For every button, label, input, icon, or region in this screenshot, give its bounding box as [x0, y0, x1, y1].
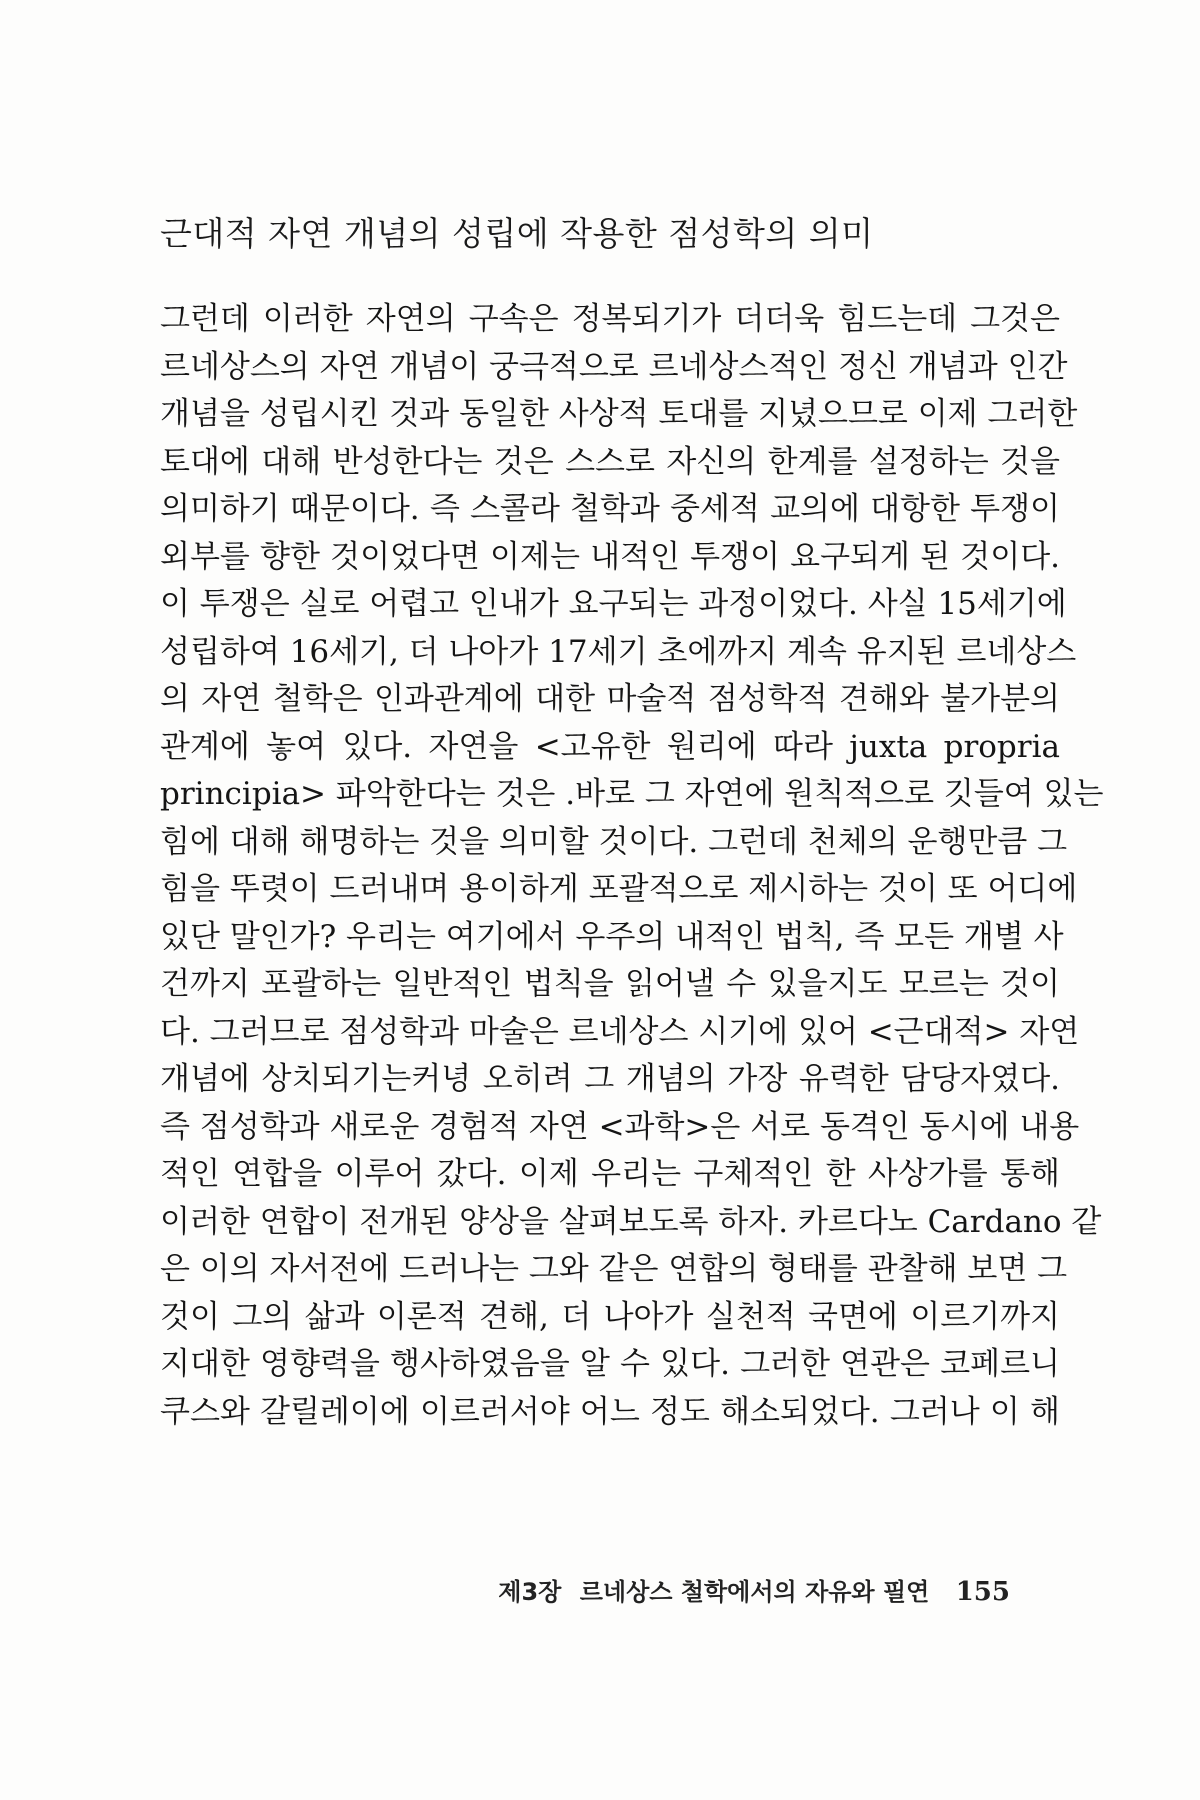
text-line: 것이 그의 삶과 이론적 견해, 더 나아가 실천적 국면에 이르기까지 [160, 1298, 1060, 1335]
text-line: 즉 점성학과 새로운 경험적 자연 <과학>은 서로 동격인 동시에 내용 [160, 1108, 1080, 1145]
text-line: 의미하기 때문이다. 즉 스콜라 철학과 중세적 교의에 대항한 투쟁이 [160, 491, 1060, 527]
text-line: 이 투쟁은 실로 어렵고 인내가 요구되는 과정이었다. 사실 15세기에 [160, 586, 1067, 622]
text-line: 이러한 연합이 전개된 양상을 살펴보도록 하자. 카르다노 Cardano 같 [160, 1203, 1102, 1240]
text-line: 쿠스와 갈릴레이에 이르러서야 어느 정도 해소되었다. 그러나 이 해 [160, 1393, 1060, 1430]
text-line: 토대에 대해 반성한다는 것은 스스로 자신의 한계를 설정하는 것을 [160, 443, 1060, 480]
text-line: 힘을 뚜렷이 드러내며 용이하게 포괄적으로 제시하는 것이 또 어디에 [160, 871, 1078, 907]
text-line: 관계에 놓여 있다. 자연을 <고유한 원리에 따라 juxta propria [160, 728, 1060, 765]
text-line: 있단 말인가? 우리는 여기에서 우주의 내적인 법칙, 즉 모든 개별 사 [160, 918, 1064, 955]
text-line: 건까지 포괄하는 일반적인 법칙을 읽어낼 수 있을지도 모르는 것이 [160, 966, 1060, 1002]
text-line: 외부를 향한 것이었다면 이제는 내적인 투쟁이 요구되게 된 것이다. [160, 538, 1060, 575]
text-line: 지대한 영향력을 행사하였음을 알 수 있다. 그러한 연관은 코페르니 [160, 1346, 1060, 1382]
section-title: 근대적 자연 개념의 성립에 작용한 점성학의 의미 [160, 214, 874, 253]
text-line: 개념을 성립시킨 것과 동일한 사상적 토대를 지녔으므로 이제 그러한 [160, 396, 1078, 432]
text-line: 다. 그러므로 점성학과 마술은 르네상스 시기에 있어 <근대적> 자연 [160, 1013, 1080, 1050]
text-line: 은 이의 자서전에 드러나는 그와 같은 연합의 형태를 관찰해 보면 그 [160, 1251, 1068, 1287]
text-line: 성립하여 16세기, 더 나아가 17세기 초에까지 계속 유지된 르네상스 [160, 633, 1077, 670]
chapter-number: 제3장 [498, 1578, 562, 1606]
running-footer [498, 1572, 1010, 1607]
text-line: 의 자연 철학은 인과관계에 대한 마술적 점성학적 견해와 불가분의 [160, 681, 1060, 717]
text-line: principia> 파악한다는 것은 .바로 그 자연에 원칙적으로 깃들여 있는 [160, 776, 1104, 812]
page-number: 155 [955, 1577, 1010, 1607]
body-paragraph [160, 296, 1104, 1436]
text-line: 그런데 이러한 자연의 구속은 정복되기가 더더욱 힘드는데 그것은 [160, 301, 1060, 337]
text-line: 개념에 상치되기는커녕 오히려 그 개념의 가장 유력한 담당자였다. [160, 1061, 1060, 1097]
text-line: 적인 연합을 이루어 갔다. 이제 우리는 구체적인 한 사상가를 통해 [160, 1156, 1060, 1192]
text-line: 르네상스의 자연 개념이 궁극적으로 르네상스적인 정신 개념과 인간 [160, 348, 1068, 385]
text-line: 힘에 대해 해명하는 것을 의미할 것이다. 그런데 천체의 운행만큼 그 [160, 823, 1068, 860]
chapter-title: 르네상스 철학에서의 자유와 필연 [579, 1578, 930, 1606]
